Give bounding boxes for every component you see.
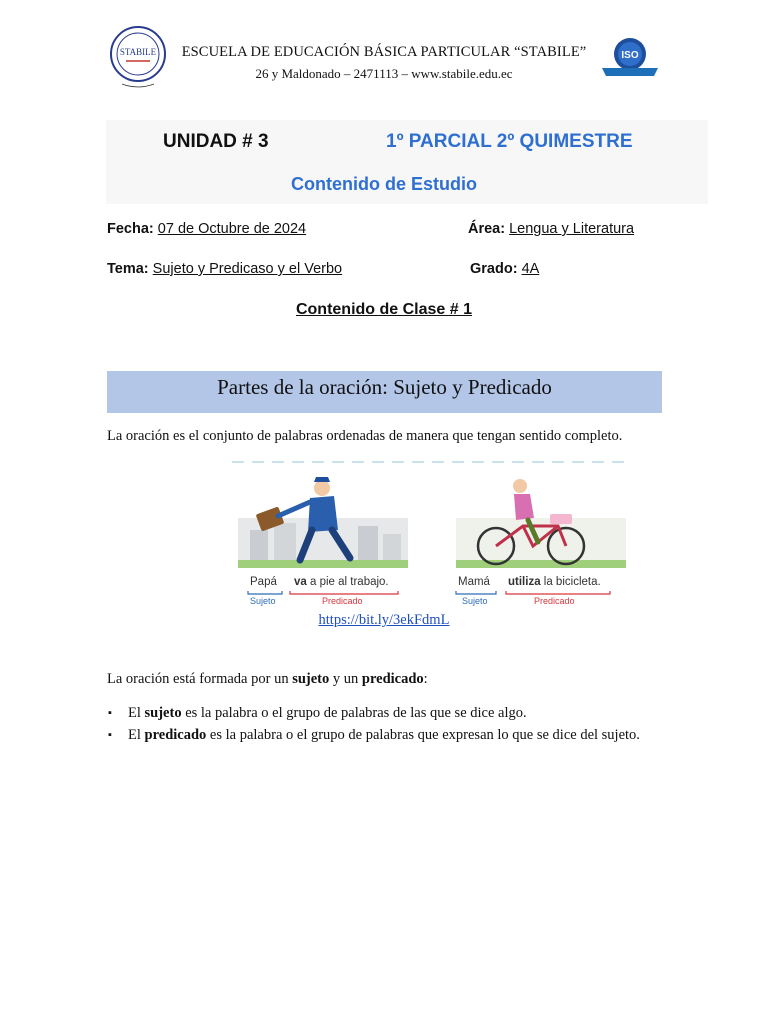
list-item: ▪ El predicado es la palabra o el grupo de palabras que expresan lo que se dice del sujeto. <box>108 727 640 743</box>
left-predicate-text: va a pie al trabajo. <box>294 576 389 588</box>
section-title: Partes de la oración: Sujeto y Predicado <box>217 375 552 399</box>
grade-label: Grado: <box>470 261 518 277</box>
definitions-list <box>107 703 667 747</box>
area-field <box>468 221 634 237</box>
bullet-icon: ▪ <box>108 729 112 741</box>
period-title: 1º PARCIAL 2º QUIMESTRE <box>386 131 633 152</box>
date-field <box>107 221 306 237</box>
formation-text-suffix: : <box>423 671 428 687</box>
bullet-icon: ▪ <box>108 707 112 719</box>
term-sujeto: sujeto <box>292 671 330 687</box>
walking-man-scene <box>238 477 408 568</box>
grade-field <box>470 261 539 277</box>
formation-text-prefix: La oración está formada por un <box>107 671 293 687</box>
sentence-examples-illustration <box>238 468 626 608</box>
intro-paragraph: La oración es el conjunto de palabras ordenadas de manera que tengan sentido completo. <box>107 428 623 444</box>
iso-certification-logo <box>600 36 660 80</box>
topic-value: Sujeto y Predicaso y el Verbo <box>152 261 343 277</box>
area-value: Lengua y Literatura <box>509 221 635 237</box>
class-title: Contenido de Clase # 1 <box>295 301 473 318</box>
term-predicado: predicado <box>361 671 424 687</box>
right-subject-text: Mamá <box>458 576 490 588</box>
school-name: ESCUELA DE EDUCACIÓN BÁSICA PARTICULAR “STABILE” <box>181 44 587 60</box>
svg-text:ISO: ISO <box>621 50 639 61</box>
formation-paragraph <box>107 671 428 688</box>
decorative-dashed-line <box>232 460 627 464</box>
svg-text:STABILE: STABILE <box>119 47 157 57</box>
right-predicate-text: utiliza la bicicleta. <box>508 576 601 588</box>
unit-title: UNIDAD # 3 <box>163 131 269 152</box>
right-subject-tag: Sujeto <box>462 596 488 606</box>
grade-value: 4A <box>521 261 540 277</box>
school-address: 26 y Maldonado – 2471113 – www.stabile.edu.ec <box>255 66 513 81</box>
right-predicate-tag: Predicado <box>534 596 575 606</box>
date-value: 07 de Octubre de 2024 <box>157 221 307 237</box>
banner-subtitle: Contenido de Estudio <box>291 174 477 194</box>
left-subject-text: Papá <box>250 576 277 588</box>
topic-label: Tema: <box>107 261 149 277</box>
topic-field <box>107 261 342 277</box>
formation-text-mid: y un <box>329 671 362 687</box>
left-predicate-tag: Predicado <box>322 596 363 606</box>
left-subject-tag: Sujeto <box>250 596 276 606</box>
source-link[interactable]: https://bit.ly/3ekFdmL <box>318 612 450 628</box>
date-label: Fecha: <box>107 221 154 237</box>
list-item: ▪ El sujeto es la palabra o el grupo de palabras de las que se dice algo. <box>108 705 527 721</box>
cycling-woman-scene <box>456 479 626 568</box>
area-label: Área: <box>468 221 506 237</box>
